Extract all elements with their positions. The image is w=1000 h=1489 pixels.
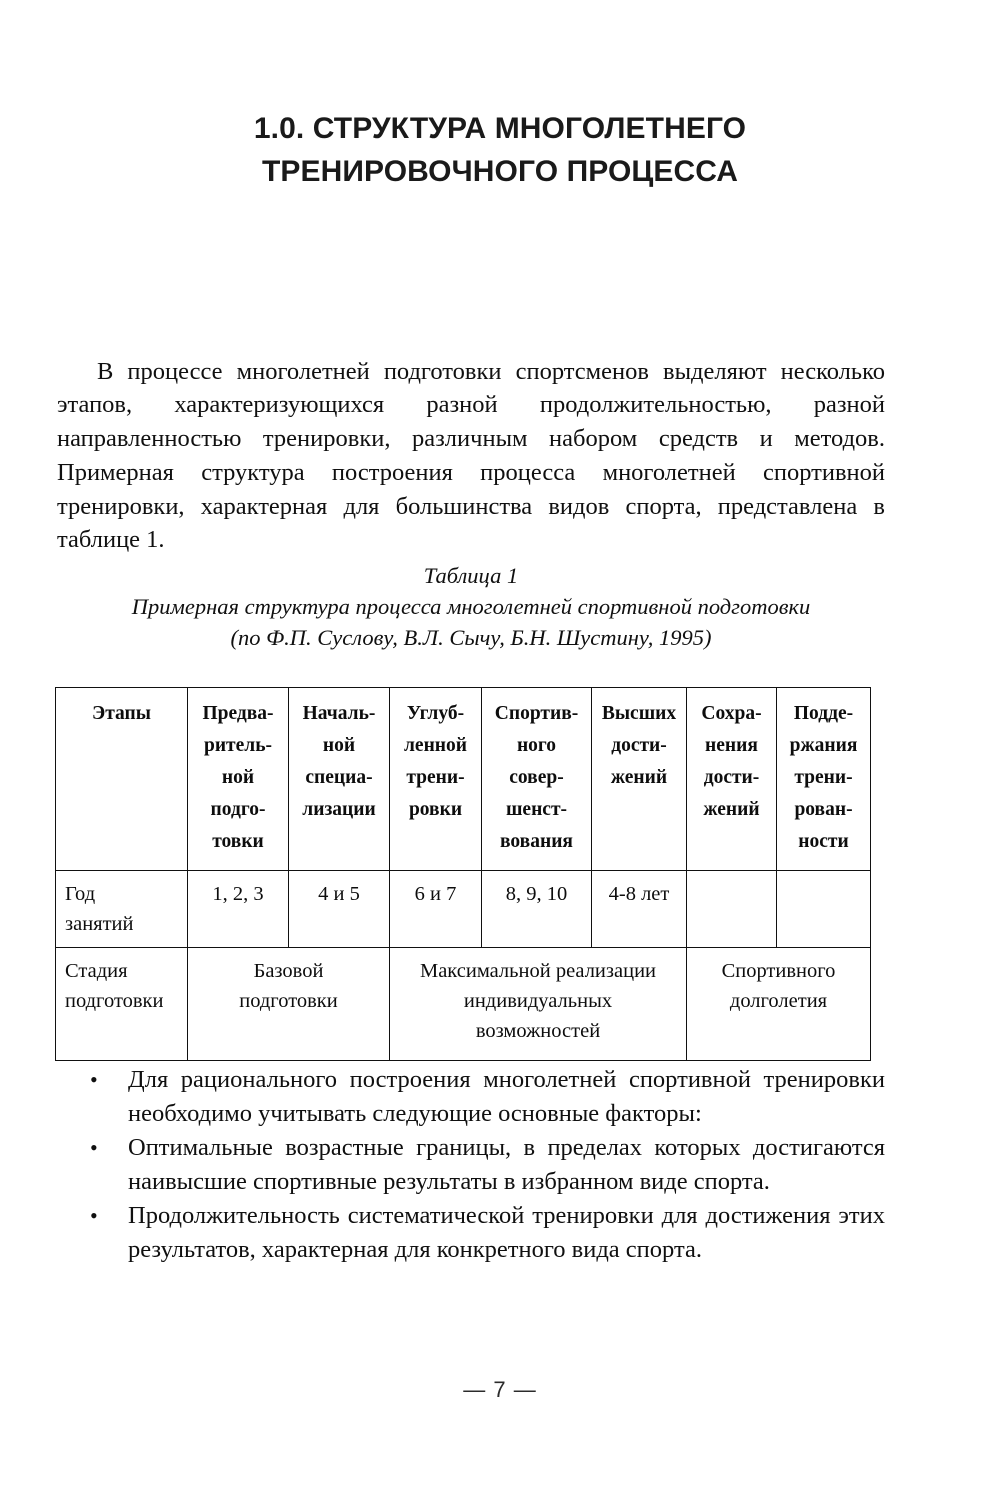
year-value-5 [687, 871, 777, 948]
header-1-line-4: товки [212, 831, 264, 852]
table-header-cell-3 [390, 688, 482, 871]
bullet-marker-icon: • [90, 1203, 98, 1228]
stage-cell-2 [687, 948, 871, 1061]
stage-cell-1 [390, 948, 687, 1061]
structure-table-wrapper [55, 687, 870, 1061]
header-6-line-2: дости- [703, 767, 760, 788]
header-7-line-2: трени- [794, 767, 853, 788]
header-6-line-0: Сохра- [701, 703, 762, 724]
header-stack-0 [60, 698, 183, 730]
list-item-text: Для рационального построения многолетней спортивной тренировки необходимо учитывать следующие основные факторы: [128, 1066, 885, 1127]
header-stack-5 [594, 698, 684, 794]
table-header-cell-5 [592, 688, 687, 871]
header-4-line-1: ного [516, 735, 557, 756]
header-3-line-3: ровки [408, 799, 463, 820]
header-3-line-1: ленной [403, 735, 468, 756]
intro-paragraph: В процессе многолетней подготовки спортсменов выделяют несколько этапов, характеризующихся разной продолжительностью, разной направленностью тренировки, различным набором средств и методов. Примерная структура построения процесса многолетней спортивной тренировки, характерная для большинства видов спорта, представлена в таблице 1. [57, 357, 885, 554]
table-row-year-of-training [56, 871, 871, 948]
header-1-line-2: ной [221, 767, 255, 788]
table-header-cell-stages [56, 688, 188, 871]
stage-stack-2 [693, 956, 864, 1016]
header-stack-1 [190, 698, 286, 858]
stage-0-line-0: Базовой [253, 960, 324, 982]
header-stack-2 [291, 698, 387, 826]
stage-stack-0 [194, 956, 383, 1016]
table-caption-line-1: Примерная структура процесса многолетней спортивной подготовки [131, 594, 811, 619]
header-4-line-3: шенст- [505, 799, 568, 820]
table-header-cell-2 [289, 688, 390, 871]
header-7-line-4: ности [798, 831, 849, 852]
year-value-3: 8, 9, 10 [482, 871, 592, 948]
header-7-line-3: рован- [794, 799, 853, 820]
year-value-2: 6 и 7 [390, 871, 482, 948]
header-5-line-1: дости- [611, 735, 667, 756]
row-label-year [56, 871, 188, 948]
header-2-line-3: лизации [302, 799, 376, 820]
page-title [120, 108, 880, 193]
page-number: — 7 — [463, 1377, 537, 1402]
page-title-line-2: ТРЕНИРОВОЧНОГО ПРОЦЕССА [261, 154, 739, 188]
header-stack-4 [484, 698, 589, 858]
stage-label-line-1: подготовки [65, 990, 164, 1012]
header-1-line-1: ритель- [203, 735, 273, 756]
structure-table [55, 687, 871, 1061]
header-6-line-1: нения [705, 735, 758, 756]
table-header-row [56, 688, 871, 871]
header-1-line-0: Предва- [202, 703, 274, 724]
list-item [57, 1131, 885, 1199]
list-item-text: Продолжительность систематической тренировки для достижения этих результатов, характерная для конкретного вида спорта. [128, 1202, 885, 1263]
header-0-line-0: Этапы [92, 703, 151, 724]
header-stack-6 [689, 698, 774, 826]
year-value-1: 4 и 5 [289, 871, 390, 948]
table-row-stage [56, 948, 871, 1061]
stage-1-line-0: Максимальной реализации [419, 960, 657, 982]
header-4-line-0: Спортив- [494, 703, 579, 724]
stage-1-line-2: возможностей [475, 1020, 601, 1042]
stage-label-stack [65, 956, 181, 1016]
year-value-0: 1, 2, 3 [188, 871, 289, 948]
header-5-line-0: Высших [601, 703, 677, 724]
year-label-line-1: занятий [65, 913, 134, 935]
header-stack-7 [779, 698, 868, 858]
year-value-6 [777, 871, 871, 948]
stage-2-line-1: долголетия [729, 990, 828, 1012]
bullet-list [57, 1063, 885, 1267]
header-2-line-1: ной [322, 735, 356, 756]
factors-bullet-list [57, 1063, 885, 1267]
table-header-cell-1 [188, 688, 289, 871]
row-label-stage [56, 948, 188, 1061]
header-1-line-3: подго- [210, 799, 266, 820]
header-4-line-2: совер- [509, 767, 564, 788]
bullet-marker-icon: • [90, 1067, 98, 1092]
header-stack-3 [392, 698, 479, 826]
page-title-line-1: 1.0. СТРУКТУРА МНОГОЛЕТНЕГО [253, 112, 747, 146]
table-caption-number: Таблица 1 [423, 563, 519, 588]
table-caption-line-2: (по Ф.П. Суслову, В.Л. Сычу, Б.Н. Шустину, 1995) [230, 625, 712, 650]
year-value-4: 4-8 лет [592, 871, 687, 948]
header-2-line-2: специа- [305, 767, 373, 788]
bullet-marker-icon: • [90, 1135, 98, 1160]
stage-0-line-1: подготовки [239, 990, 338, 1012]
header-4-line-4: вования [500, 831, 573, 852]
header-7-line-1: ржания [789, 735, 858, 756]
stage-stack-1 [396, 956, 680, 1046]
table-caption [57, 560, 885, 653]
stage-2-line-0: Спортивного [721, 960, 836, 982]
header-5-line-2: жений [610, 767, 668, 788]
list-item-text: Оптимальные возрастные границы, в пределах которых достигаются наивысшие спортивные результаты в избранном виде спорта. [128, 1134, 885, 1195]
header-7-line-0: Подде- [793, 703, 854, 724]
year-label-line-0: Год [65, 883, 96, 905]
header-2-line-0: Началь- [302, 703, 376, 724]
table-header-cell-7 [777, 688, 871, 871]
stage-1-line-1: индивидуальных [463, 990, 613, 1012]
table-header-cell-6 [687, 688, 777, 871]
list-item [57, 1199, 885, 1267]
stage-cell-0 [188, 948, 390, 1061]
table-header-cell-4 [482, 688, 592, 871]
year-label-stack [65, 879, 181, 939]
stage-label-line-0: Стадия [65, 960, 128, 982]
header-6-line-3: жений [703, 799, 760, 820]
header-3-line-2: трени- [406, 767, 465, 788]
list-item [57, 1063, 885, 1131]
header-3-line-0: Углуб- [406, 703, 465, 724]
